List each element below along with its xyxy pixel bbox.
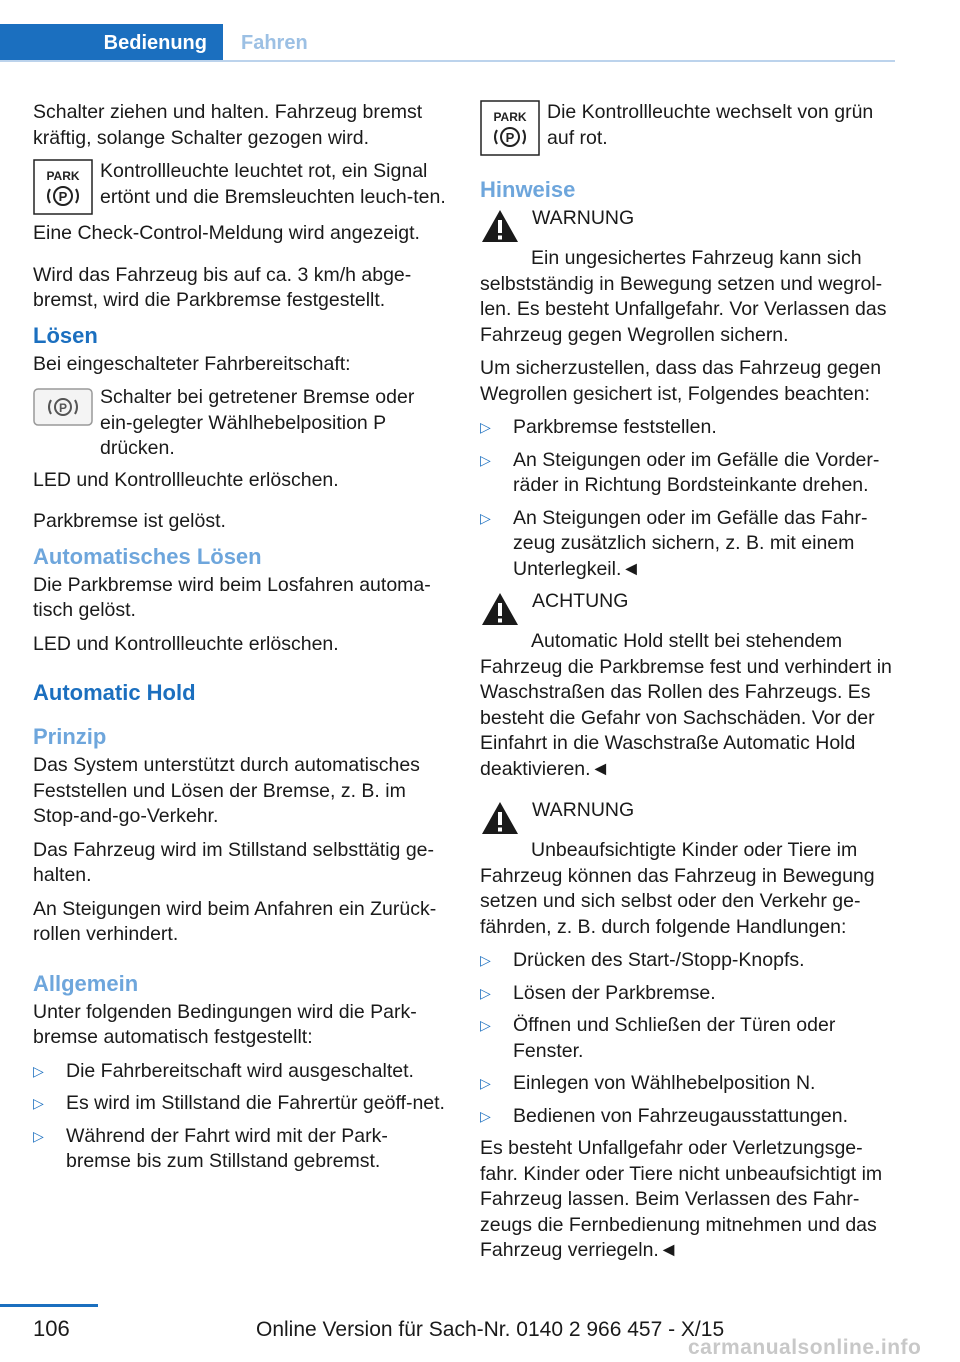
paragraph: Es besteht Unfallgefahr oder Verletzungsge‐fahr. Kinder oder Tiere nicht unbeaufsichtigt im Fahrzeug lassen. Beim Verlassen des Fahr‐zeugs die Fernbedienung mitnehmen und das Fahrzeug verriegeln.◄ (480, 1137, 883, 1261)
securing-list (480, 415, 895, 582)
list-item: ▷ An Steigungen oder im Gefälle das Fahr‐zeug zusätzlich sichern, z. B. mit einem Unterlegkeil.◄ (480, 506, 895, 583)
warning-title: WARNUNG (532, 799, 635, 821)
indicator-row (480, 100, 895, 156)
svg-text:P: P (58, 401, 68, 415)
footer-rule (0, 1304, 98, 1307)
heading-automatic-hold: Automatic Hold (33, 680, 196, 705)
header-rule (0, 60, 895, 62)
paragraph: LED und Kontrollleuchte erlöschen. (33, 468, 339, 491)
indicator-text: Kontrollleuchte leuchtet rot, ein Signal ertönt und die Bremsleuchten leuch‐ten. (100, 160, 446, 208)
watermark: carmanualsonline.info (688, 1336, 922, 1359)
caution-title: ACHTUNG (532, 590, 629, 612)
svg-text:P: P (505, 130, 515, 145)
heading-prinzip: Prinzip (33, 724, 107, 749)
list-item: ▷ Bedienen von Fahrzeugausstattungen. (480, 1104, 895, 1130)
list-item: ▷ Einlegen von Wählhebelposition N. (480, 1071, 895, 1097)
footer-version: Online Version für Sach-Nr. 0140 2 966 457 - X/15 (256, 1318, 725, 1341)
warning-block (480, 206, 895, 244)
condition-list (33, 1059, 451, 1175)
warning-block (480, 798, 895, 836)
paragraph: Unter folgenden Bedingungen wird die Park‐bremse automatisch festgestellt: (33, 1000, 417, 1048)
warning-triangle-icon (480, 208, 520, 244)
paragraph: Wird das Fahrzeug bis auf ca. 3 km/h abge‐bremst, wird die Parkbremse festgestellt. (33, 263, 412, 311)
caution-block (480, 589, 895, 627)
bullet-icon: ▷ (33, 1095, 44, 1111)
paragraph: Das System unterstützt durch automatisches Feststellen und Lösen der Bremse, z. B. im Stop-and-go-Verkehr. (33, 754, 420, 827)
paragraph: An Steigungen wird beim Anfahren ein Zurück‐rollen verhindert. (33, 897, 437, 945)
page-header (0, 0, 895, 62)
svg-text:PARK: PARK (493, 110, 527, 124)
heading-loesen: Lösen (33, 322, 98, 348)
tab-bedienung[interactable]: Bedienung (0, 24, 223, 62)
actions-list (480, 948, 895, 1129)
park-brake-icon (33, 159, 93, 215)
paragraph: Parkbremse ist gelöst. (33, 510, 226, 532)
bullet-icon: ▷ (480, 1017, 491, 1033)
warning-title: WARNUNG (532, 207, 635, 229)
bullet-icon: ▷ (33, 1127, 44, 1144)
bullet-icon: ▷ (33, 1062, 44, 1079)
indicator-text: Die Kontrollleuchte wechselt von grün auf rot. (547, 101, 874, 149)
caution-text: Automatic Hold stellt bei stehendem Fahrzeug die Parkbremse fest und verhindert in Waschstraßen das Rollen des Fahrzeugs. Es besteht die Gefahr von Sachschäden. Vor der Einfahrt in die Waschstraße Automatic Hold deaktivieren.◄ (480, 630, 892, 780)
heading-automatisches-loesen: Automatisches Lösen (33, 543, 262, 569)
list-item: ▷ Es wird im Stillstand die Fahrertür geöff‐net. (33, 1091, 451, 1117)
bullet-icon: ▷ (480, 1075, 491, 1091)
list-item: ▷ Parkbremse feststellen. (480, 415, 895, 441)
left-column (33, 100, 451, 1182)
bullet-icon: ▷ (480, 419, 491, 435)
list-item: ▷ Öffnen und Schließen der Türen oder Fenster. (480, 1013, 895, 1064)
right-column (480, 100, 895, 1272)
heading-hinweise: Hinweise (480, 177, 576, 202)
svg-text:PARK: PARK (46, 169, 80, 183)
park-brake-icon (480, 100, 540, 156)
tab-fahren[interactable]: Fahren (241, 31, 308, 54)
switch-text: Schalter bei getretener Bremse oder ein‐gelegter Wählhebelposition P drücken. (100, 386, 415, 459)
warning-triangle-icon (480, 800, 520, 836)
paragraph: LED und Kontrollleuchte erlöschen. (33, 632, 339, 655)
bullet-icon: ▷ (480, 1107, 491, 1124)
list-item: ▷ Während der Fahrt wird mit der Park‐bremse bis zum Stillstand gebremst. (33, 1124, 451, 1175)
paragraph: Schalter ziehen und halten. Fahrzeug bremst kräftig, solange Schalter gezogen wird. (33, 101, 423, 149)
heading-allgemein: Allgemein (33, 970, 139, 996)
brake-indicator-icon (33, 388, 93, 426)
paragraph: Bei eingeschalteter Fahrbereitschaft: (33, 352, 351, 375)
warning-text: Unbeaufsichtigte Kinder oder Tiere im Fahrzeug können das Fahrzeug in Bewegung setzen und sich selbst oder den Verkehr ge‐fährden, z. B. durch folgende Handlungen: (480, 839, 875, 938)
list-item: ▷ Lösen der Parkbremse. (480, 981, 895, 1007)
bullet-icon: ▷ (480, 509, 491, 526)
warning-triangle-icon (480, 591, 520, 627)
svg-text:P: P (58, 189, 68, 204)
list-item: ▷ Drücken des Start-/Stopp-Knopfs. (480, 948, 895, 974)
bullet-icon: ▷ (480, 984, 491, 1001)
paragraph: Um sicherzustellen, dass das Fahrzeug gegen Wegrollen gesichert ist, Folgendes beachten: (480, 357, 882, 405)
list-item: ▷ Die Fahrbereitschaft wird ausgeschaltet. (33, 1059, 451, 1085)
switch-row (33, 385, 451, 462)
bullet-icon: ▷ (480, 952, 491, 968)
bullet-icon: ▷ (480, 451, 491, 468)
paragraph: Das Fahrzeug wird im Stillstand selbsttätig ge‐halten. (33, 838, 434, 886)
warning-text: Ein ungesichertes Fahrzeug kann sich selbstständig in Bewegung setzen und wegrol‐len. Es besteht Unfallgefahr. Vor Verlassen das Fahrzeug gegen Wegrollen sichern. (480, 247, 887, 346)
indicator-row (33, 159, 451, 215)
paragraph: Die Parkbremse wird beim Losfahren automa‐tisch gelöst. (33, 573, 431, 621)
list-item: ▷ An Steigungen oder im Gefälle die Vorder‐räder in Richtung Bordsteinkante drehen. (480, 448, 895, 499)
paragraph: Eine Check-Control-Meldung wird angezeigt. (33, 222, 420, 244)
page-number: 106 (33, 1316, 70, 1341)
